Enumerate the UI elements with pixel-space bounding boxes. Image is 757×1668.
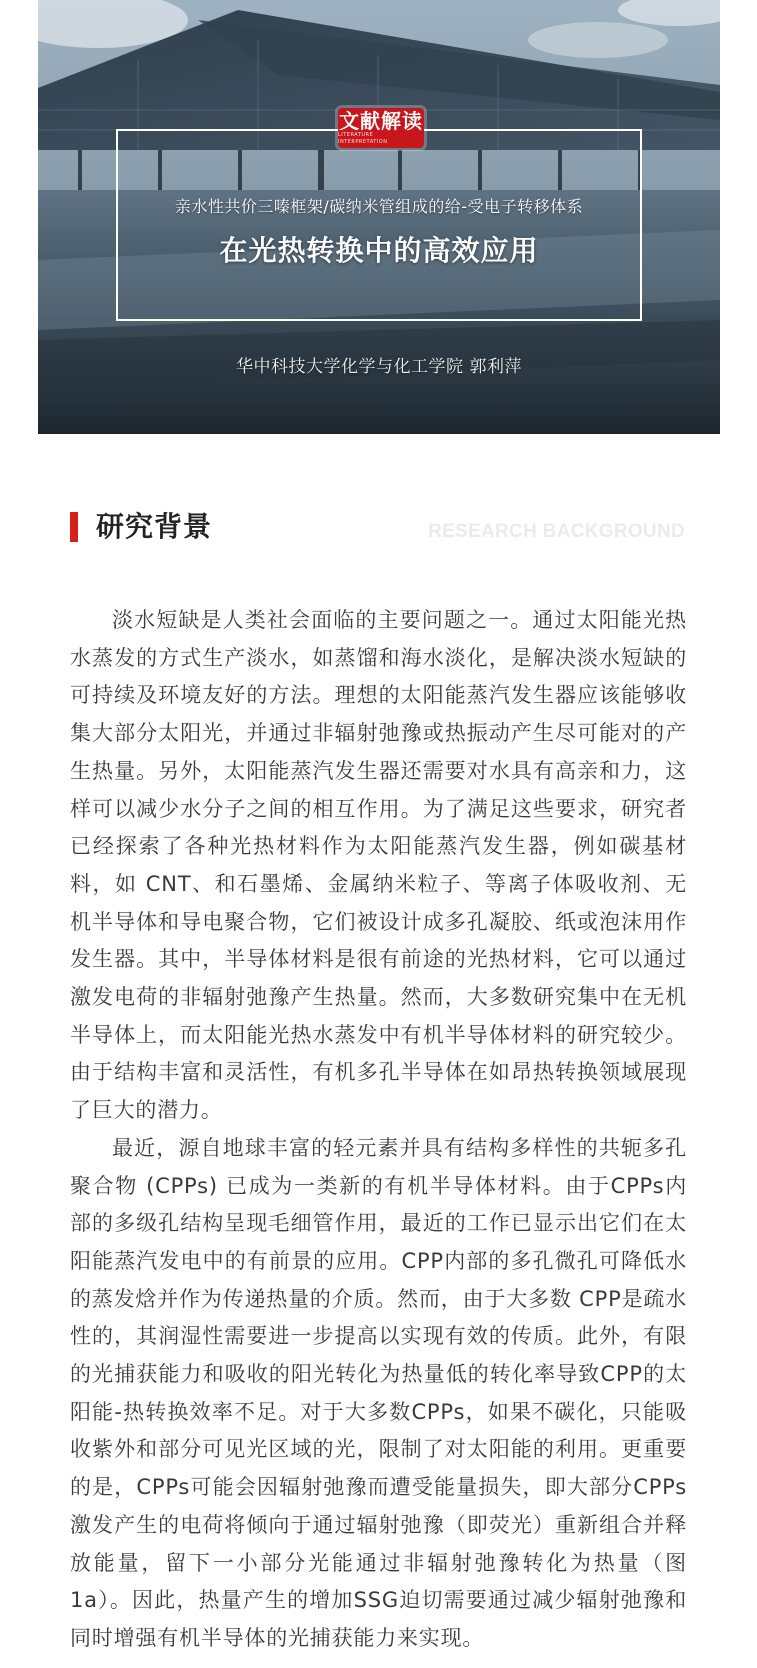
paragraph: 最近，源自地球丰富的轻元素并具有结构多样性的共轭多孔聚合物 (CPPs) 已成为一类新的有机半导体材料。由于CPPs内部的多级孔结构呈现毛细管作用，最近的工作已显示出它们在太阳能蒸汽发电中的有前景的应用。CPP内部的多孔微孔可降低水的蒸发焓并作为传递热量的介质。然而，由于大多数 CPP是疏水性的，其润湿性需要进一步提高以实现有效的传质。此外，有限的光捕获能力和吸收的阳光转化为热量低的转化率导致CPP的太阳能-热转换效率不足。对于大多数CPPs，如果不碳化，只能吸收紫外和部分可见光区域的光，限制了对太阳能的利用。更重要的是，CPPs可能会因辐射弛豫而遭受能量损失，即大部分CPPs激发产生的电荷将倾向于通过辐射弛豫（即荧光）重新组合并释放能量，留下一小部分光能通过非辐射弛豫转化为热量（图1a）。因此，热量产生的增加SSG迫切需要通过减少辐射弛豫和同时增强有机半导体的光捕获能力来实现。 bbox=[70, 1135, 687, 1650]
section-accent-bar bbox=[70, 512, 78, 542]
article-title: 在光热转换中的高效应用 bbox=[219, 234, 539, 267]
paragraph: 淡水短缺是人类社会面临的主要问题之一。通过太阳能光热水蒸发的方式生产淡水，如蒸馏和海水淡化，是解决淡水短缺的可持续及环境友好的方法。理想的太阳能蒸汽发生器应该能够收集大部分太阳光，并通过非辐射弛豫或热振动产生尽可能对的产生热量。另外，太阳能蒸汽发生器还需要对水具有高亲和力，这样可以减少水分子之间的相互作用。为了满足这些要求，研究者已经探索了各种光热材料作为太阳能蒸汽发生器，例如碳基材料，如 CNT、和石墨烯、金属纳米粒子、等离子体吸收剂、无机半导体和导电聚合物，它们被设计成多孔凝胶、纸或泡沫用作发生器。其中，半导体材料是很有前途的光热材料，它可以通过激发电荷的非辐射弛豫产生热量。然而，大多数研究集中在无机半导体上，而太阳能光热水蒸发中有机半导体材料的研究较少。由于结构丰富和灵活性，有机多孔半导体在如昂热转换领域展现了巨大的潜力。 bbox=[70, 608, 687, 1123]
section-title: 研究背景 bbox=[96, 510, 213, 543]
section-title-english: RESEARCH BACKGROUND bbox=[428, 521, 685, 542]
article-body bbox=[70, 602, 687, 1658]
article-subtitle: 亲水性共价三嗪框架/碳纳米管组成的给-受电子转移体系 bbox=[174, 197, 584, 216]
title-frame bbox=[116, 129, 642, 321]
journal-logo bbox=[338, 108, 424, 148]
hero-banner bbox=[38, 0, 720, 434]
logo-subtext: LITERATURE INTERPRETATION bbox=[338, 132, 388, 145]
logo-text: 文献解读 bbox=[339, 109, 423, 133]
author-affiliation: 华中科技大学化学与化工学院 郭利萍 bbox=[236, 357, 522, 377]
